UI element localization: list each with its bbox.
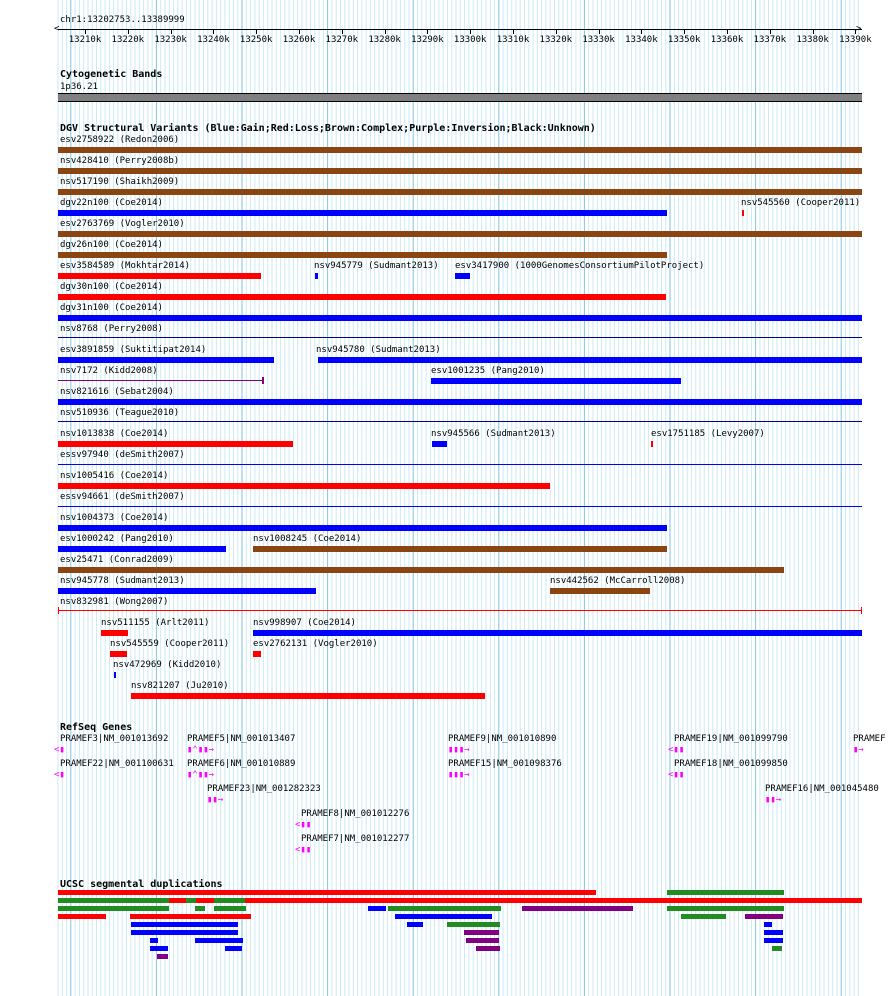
gene-label[interactable]: PRAMEF3|NM_001013692 <box>60 734 169 744</box>
ruler-tick-mark <box>299 30 300 34</box>
dgv-feature-bar[interactable] <box>455 273 470 279</box>
segdup-feature-bar[interactable] <box>131 922 238 927</box>
segdup-feature-bar[interactable] <box>764 930 783 935</box>
dgv-feature-label: nsv945780 (Sudmant2013) <box>316 345 441 355</box>
dgv-feature-bar[interactable] <box>253 630 862 636</box>
gene-label[interactable]: PRAMEF8|NM_001012276 <box>301 809 410 819</box>
dgv-feature-bar[interactable] <box>58 483 550 489</box>
ruler-tick-label: 13310k <box>496 35 530 45</box>
dgv-feature-label: nsv1004373 (Coe2014) <box>60 513 169 523</box>
ruler-tick-label: 13300k <box>453 35 487 45</box>
dgv-feature-label: esv2758922 (Redon2006) <box>60 135 180 145</box>
ruler-tick-label: 13330k <box>582 35 615 45</box>
dgv-feature-label: dgv26n100 (Coe2014) <box>60 240 163 250</box>
segdup-feature-bar[interactable] <box>300 898 862 903</box>
segdup-feature-bar[interactable] <box>186 898 196 903</box>
dgv-feature-label: nsv945566 (Sudmant2013) <box>431 429 556 439</box>
dgv-feature-label: esv3417900 (1000GenomesConsortiumPilotProject) <box>455 261 705 271</box>
dgv-feature-label: nsv998907 (Coe2014) <box>253 618 356 628</box>
segdup-feature-bar[interactable] <box>150 938 158 943</box>
dgv-feature-label: dgv22n100 (Coe2014) <box>60 198 163 208</box>
gene-model-icon[interactable]: ▮▮▮→ <box>448 745 470 755</box>
gene-model-icon[interactable]: ▮⌃▮▮→ <box>187 770 215 780</box>
dgv-feature-bar[interactable] <box>651 441 653 447</box>
ruler-tick-label: 13250k <box>239 35 273 45</box>
dgv-feature-bar[interactable] <box>58 147 862 153</box>
position-label: chr1:13202753..13389999 <box>60 15 185 25</box>
segdup-feature-bar[interactable] <box>195 938 243 943</box>
dgv-feature-label: esv1001235 (Pang2010) <box>431 366 545 376</box>
ruler-tick-mark <box>427 30 428 34</box>
ruler-tick-label: 13340k <box>625 35 658 45</box>
segdup-feature-bar[interactable] <box>745 914 783 919</box>
ruler-tick-label: 13270k <box>325 35 359 45</box>
dgv-feature-label: nsv1005416 (Coe2014) <box>60 471 169 481</box>
segdup-feature-bar[interactable] <box>225 946 242 951</box>
segdup-feature-bar[interactable] <box>464 930 499 935</box>
ruler-tick-mark <box>128 30 129 34</box>
segdup-feature-bar[interactable] <box>447 922 500 927</box>
segdup-feature-bar[interactable] <box>407 922 423 927</box>
dgv-feature-label: esv1751185 (Levy2007) <box>651 429 765 439</box>
segdup-feature-bar[interactable] <box>764 938 783 943</box>
gene-model-icon[interactable]: <▮ <box>54 745 65 755</box>
ruler-tick-mark <box>171 30 172 34</box>
ruler-tick-mark <box>684 30 685 34</box>
segdup-feature-bar[interactable] <box>667 890 784 895</box>
ruler-tick-mark <box>342 30 343 34</box>
gene-model-icon[interactable]: <▮▮ <box>295 845 312 855</box>
segdup-feature-bar[interactable] <box>667 906 784 911</box>
dgv-feature-label: dgv31n100 (Coe2014) <box>60 303 163 313</box>
ruler-tick-mark <box>85 30 86 34</box>
ruler-tick-mark <box>513 30 514 34</box>
dgv-feature-bar[interactable] <box>58 273 261 279</box>
dgv-feature-label: essv94661 (deSmith2007) <box>60 492 185 502</box>
ruler-tick-label: 13370k <box>753 35 787 45</box>
ruler-line <box>58 29 862 30</box>
dgv-feature-label: nsv545560 (Cooper2011) <box>741 198 861 208</box>
ruler-tick-mark <box>770 30 771 34</box>
ruler-tick-label: 13380k <box>796 35 829 45</box>
gene-model-icon[interactable]: ▮▮▮→ <box>448 770 470 780</box>
dgv-feature-label: essv97940 (deSmith2007) <box>60 450 185 460</box>
dgv-feature-label: nsv442562 (McCarroll2008) <box>550 576 686 586</box>
gene-label[interactable]: PRAMEF18|NM_001099850 <box>674 759 788 769</box>
ruler-right-arrow-icon: > <box>856 24 862 34</box>
track-title-segdup[interactable]: UCSC segmental duplications <box>60 879 223 890</box>
dgv-feature-bar[interactable] <box>431 378 681 384</box>
gene-model-icon[interactable]: <▮▮ <box>295 820 312 830</box>
gene-label[interactable]: PRAMEF23|NM_001282323 <box>207 784 321 794</box>
dgv-feature-label: nsv545559 (Cooper2011) <box>110 639 230 649</box>
dgv-feature-label: nsv510936 (Teague2010) <box>60 408 180 418</box>
dgv-feature-label: esv3891859 (Suktitipat2014) <box>60 345 207 355</box>
track-title-dgv[interactable]: DGV Structural Variants (Blue:Gain;Red:Loss;Brown:Complex;Purple:Inversion;Black:Unknown) <box>60 123 596 134</box>
ruler-tick-label: 13360k <box>710 35 744 45</box>
ruler-left-arrow-icon: < <box>54 24 60 34</box>
dgv-feature-label: nsv821207 (Ju2010) <box>131 681 229 691</box>
dgv-feature-label: nsv1008245 (Coe2014) <box>253 534 362 544</box>
dgv-feature-bar[interactable] <box>110 651 127 657</box>
segdup-feature-bar[interactable] <box>150 946 168 951</box>
segdup-feature-bar[interactable] <box>131 930 238 935</box>
ruler-tick-label: 13320k <box>539 35 573 45</box>
segdup-feature-bar[interactable] <box>195 906 205 911</box>
segdup-feature-bar[interactable] <box>388 906 501 911</box>
dgv-feature-bar[interactable] <box>58 610 862 611</box>
gene-label[interactable]: PRAMEF5|NM_001013407 <box>187 734 296 744</box>
segdup-feature-bar[interactable] <box>58 890 596 895</box>
segdup-feature-bar[interactable] <box>214 898 245 903</box>
gene-label[interactable]: PRAMEF22|NM_001100631 <box>60 759 174 769</box>
dgv-feature-bar[interactable] <box>101 630 128 636</box>
dgv-feature-bar[interactable] <box>253 651 261 657</box>
dgv-feature-label: esv25471 (Conrad2009) <box>60 555 174 565</box>
dgv-feature-bar[interactable] <box>58 567 784 573</box>
gene-label[interactable]: PRAMEF6|NM_001010889 <box>187 759 296 769</box>
dgv-feature-bar[interactable] <box>58 421 862 422</box>
segdup-feature-bar[interactable] <box>681 914 726 919</box>
dgv-feature-bar[interactable] <box>58 168 862 174</box>
gene-label[interactable]: PRAMEF16|NM_001045480 <box>765 784 879 794</box>
dgv-feature-bar[interactable] <box>58 337 862 338</box>
dgv-feature-bar[interactable] <box>58 380 262 381</box>
dgv-feature-bar[interactable] <box>58 525 667 531</box>
dgv-feature-label: nsv511155 (Arlt2011) <box>101 618 210 628</box>
segdup-feature-bar[interactable] <box>130 914 251 919</box>
dgv-feature-label: nsv472969 (Kidd2010) <box>113 660 222 670</box>
ruler-tick-label: 13350k <box>667 35 701 45</box>
dgv-feature-bar[interactable] <box>315 273 318 279</box>
ruler-tick-mark <box>813 30 814 34</box>
gene-label[interactable]: PRAMEF15|NM_001098376 <box>448 759 562 769</box>
dgv-feature-bar[interactable] <box>58 464 862 465</box>
dgv-feature-bar[interactable] <box>253 546 667 552</box>
gene-model-icon[interactable]: <▮▮ <box>668 770 685 780</box>
dgv-feature-bar[interactable] <box>58 189 862 195</box>
segdup-feature-bar[interactable] <box>476 946 500 951</box>
dgv-feature-bar[interactable] <box>58 315 862 321</box>
dgv-feature-bar[interactable] <box>58 294 666 300</box>
dgv-feature-bar[interactable] <box>58 210 667 216</box>
segdup-feature-bar[interactable] <box>214 906 246 911</box>
segdup-feature-bar[interactable] <box>764 922 772 927</box>
dgv-feature-label: nsv832981 (Wong2007) <box>60 597 169 607</box>
dgv-feature-bar[interactable] <box>58 399 862 405</box>
segdup-feature-bar[interactable] <box>58 898 169 903</box>
gene-label[interactable]: PRAMEF9|NM_001010890 <box>448 734 557 744</box>
ruler-tick-label: 13220k <box>111 35 145 45</box>
ruler-tick-label: 13390k <box>839 35 872 45</box>
segdup-feature-bar[interactable] <box>368 906 386 911</box>
dgv-feature-label: nsv821616 (Sebat2004) <box>60 387 174 397</box>
dgv-feature-bar[interactable] <box>114 672 116 678</box>
dgv-feature-label: esv1000242 (Pang2010) <box>60 534 174 544</box>
dgv-feature-end-mark <box>262 377 264 384</box>
ruler-tick-label: 13280k <box>368 35 401 45</box>
gene-label[interactable]: PRAMEF <box>853 734 886 744</box>
dgv-feature-label: nsv428410 (Perry2008b) <box>60 156 180 166</box>
ruler-tick-mark <box>470 30 471 34</box>
gene-label[interactable]: PRAMEF19|NM_001099790 <box>674 734 788 744</box>
dgv-feature-label: esv2762131 (Vogler2010) <box>253 639 378 649</box>
ruler-tick-label: 13240k <box>197 35 230 45</box>
dgv-feature-bar[interactable] <box>318 357 862 363</box>
track-title-refseq[interactable]: RefSeq Genes <box>60 722 133 733</box>
cytoband-label: 1p36.21 <box>60 82 98 92</box>
dgv-feature-label: nsv8768 (Perry2008) <box>60 324 163 334</box>
ruler-tick-label: 13230k <box>154 35 187 45</box>
dgv-feature-bar[interactable] <box>58 231 862 237</box>
gene-model-icon[interactable]: ▮▮→ <box>207 795 224 805</box>
gene-model-icon[interactable]: ▮⌃▮▮→ <box>187 745 215 755</box>
segdup-feature-bar[interactable] <box>522 906 633 911</box>
ruler-tick-mark <box>256 30 257 34</box>
dgv-feature-label: dgv30n100 (Coe2014) <box>60 282 163 292</box>
dgv-feature-bar[interactable] <box>58 588 316 594</box>
dgv-feature-bar[interactable] <box>550 588 650 594</box>
segdup-feature-bar[interactable] <box>157 954 168 959</box>
track-title-cytoband[interactable]: Cytogenetic Bands <box>60 69 163 80</box>
ruler-tick-mark <box>599 30 600 34</box>
gene-model-icon[interactable]: <▮▮ <box>668 745 685 755</box>
dgv-feature-label: esv3584589 (Mokhtar2014) <box>60 261 191 271</box>
gene-label[interactable]: PRAMEF7|NM_001012277 <box>301 834 410 844</box>
ruler-tick-mark <box>727 30 728 34</box>
ruler-tick-mark <box>556 30 557 34</box>
dgv-feature-label: nsv1013838 (Coe2014) <box>60 429 169 439</box>
dgv-feature-label: nsv517190 (Shaikh2009) <box>60 177 180 187</box>
segdup-feature-bar[interactable] <box>58 906 169 911</box>
dgv-feature-end-mark <box>58 607 59 614</box>
ruler-tick-label: 13290k <box>411 35 444 45</box>
dgv-feature-label: nsv945778 (Sudmant2013) <box>60 576 185 586</box>
ruler-tick-mark <box>385 30 386 34</box>
segdup-feature-bar[interactable] <box>466 938 499 943</box>
dgv-feature-bar[interactable] <box>58 252 667 258</box>
segdup-feature-bar[interactable] <box>58 914 106 919</box>
ruler-tick-label: 13260k <box>282 35 316 45</box>
ruler-tick-mark <box>855 30 856 34</box>
dgv-feature-label: esv2763769 (Vogler2010) <box>60 219 185 229</box>
segdup-feature-bar[interactable] <box>395 914 492 919</box>
dgv-feature-label: nsv945779 (Sudmant2013) <box>314 261 439 271</box>
gene-model-icon[interactable]: <▮ <box>54 770 65 780</box>
dgv-feature-end-mark <box>861 607 862 614</box>
dgv-feature-bar[interactable] <box>432 441 447 447</box>
gene-model-icon[interactable]: ▮▮→ <box>765 795 782 805</box>
ruler-tick-mark <box>213 30 214 34</box>
dgv-feature-bar[interactable] <box>131 693 485 699</box>
cytoband-bar[interactable] <box>58 93 862 102</box>
gene-model-icon[interactable]: ▮→ <box>853 745 864 755</box>
dgv-feature-bar[interactable] <box>58 506 862 507</box>
ruler-tick-mark <box>641 30 642 34</box>
segdup-feature-bar[interactable] <box>772 946 782 951</box>
ruler-tick-label: 13210k <box>68 35 102 45</box>
dgv-feature-label: nsv7172 (Kidd2008) <box>60 366 158 376</box>
dgv-feature-bar[interactable] <box>58 441 293 447</box>
dgv-feature-bar[interactable] <box>58 546 226 552</box>
dgv-feature-bar[interactable] <box>742 210 744 216</box>
dgv-feature-bar[interactable] <box>58 357 274 363</box>
